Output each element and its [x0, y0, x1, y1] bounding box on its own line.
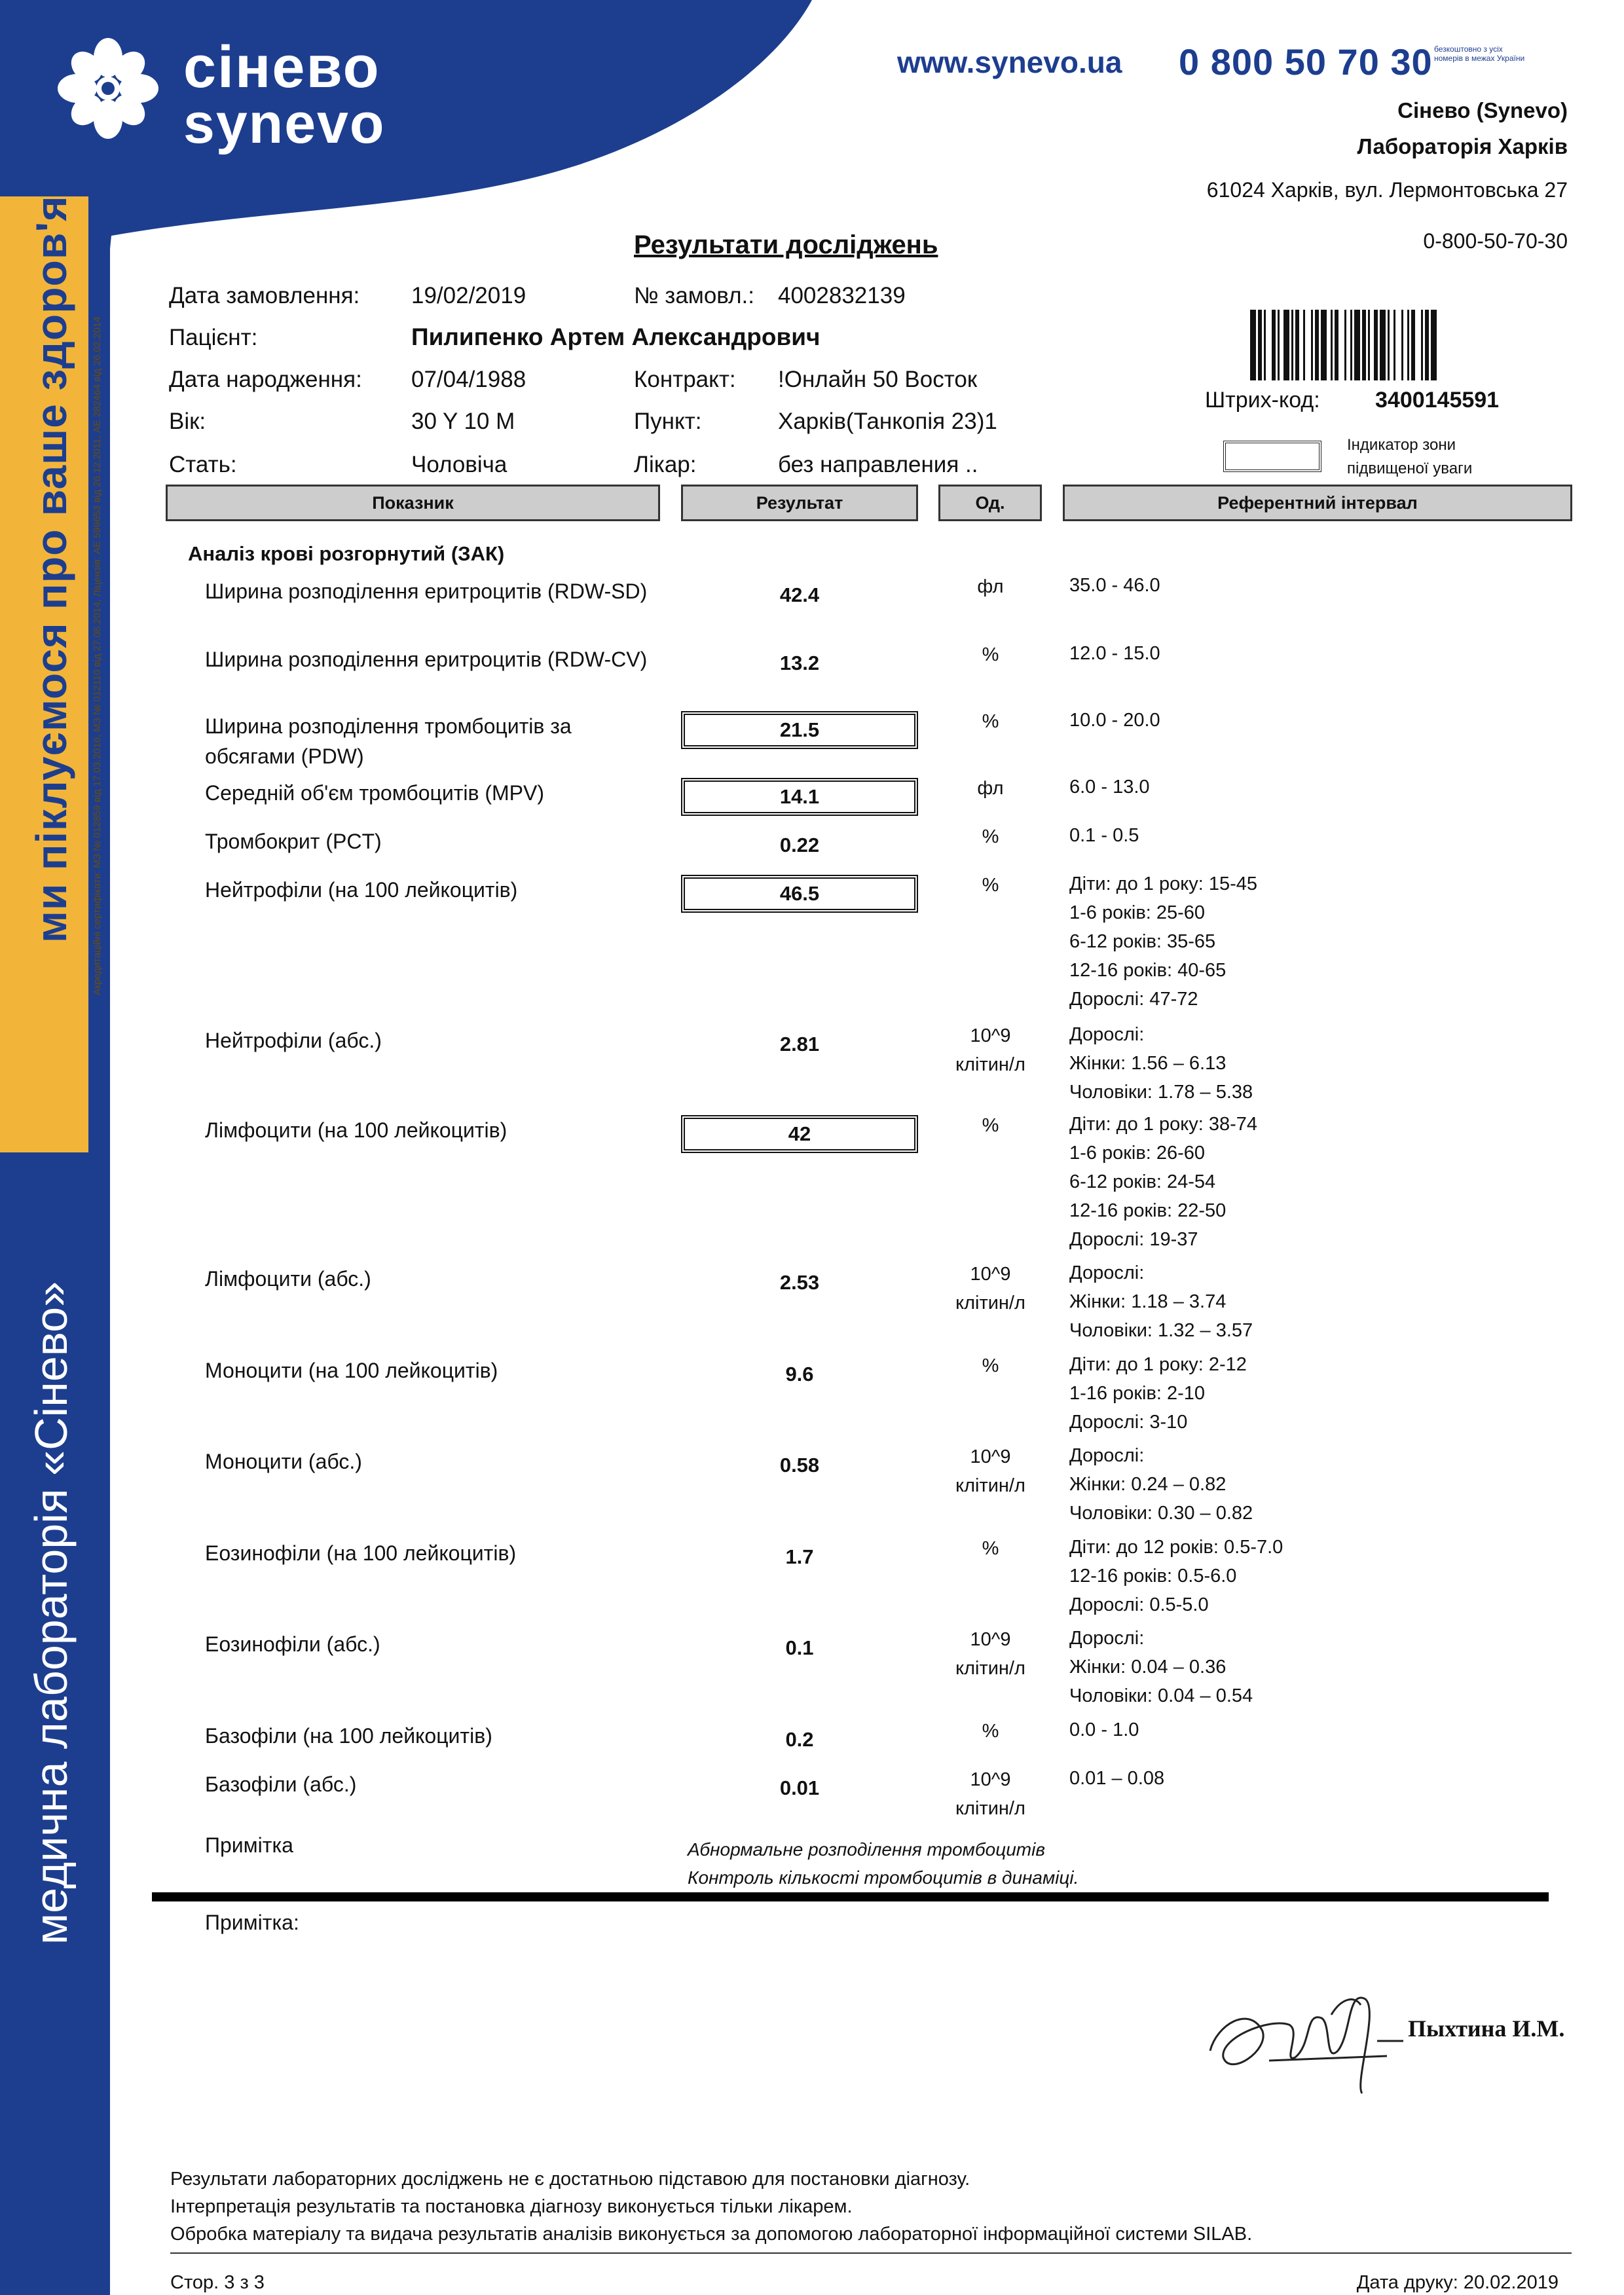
row-4-result: 0.22 [779, 834, 820, 856]
row-5-result: 46.5 [681, 875, 918, 913]
patient-name: Пилипенко Артем Александрович [411, 323, 821, 350]
lab-branch: Лабораторія Харків [1357, 134, 1568, 158]
row-2-unit: % [982, 711, 999, 732]
row-5-unit: % [982, 875, 999, 896]
order-number-label: № замовл.: [634, 283, 754, 308]
sex-label: Стать: [169, 452, 237, 477]
row-12-unit: 10^9 клітин/л [955, 1629, 1025, 1679]
row-4-name: Тромбокрит (PCT) [205, 830, 382, 853]
order-date-value: 19/02/2019 [411, 283, 526, 308]
slogan-text: ми піклуємося про ваше здоров'я [27, 195, 75, 943]
age-value: 30 Y 10 M [411, 409, 515, 434]
sex-value: Чоловіча [411, 452, 507, 477]
row-8-reference: Дорослі: Жінки: 1.18 – 3.74 Чоловіки: 1.32 – 3.57 [1069, 1262, 1253, 1341]
point-value: Харків(Танкопія 23)1 [778, 409, 997, 434]
row-0-unit: фл [977, 576, 1004, 597]
row-8-result: 2.53 [779, 1271, 820, 1294]
contract-value: !Онлайн 50 Восток [778, 367, 978, 392]
row-1-name: Ширина розподілення еритроцитів (RDW-CV) [205, 648, 648, 671]
row-10-name: Моноцити (абс.) [205, 1450, 362, 1473]
row-7-name: Лімфоцити (на 100 лейкоцитів) [205, 1118, 507, 1142]
document-title: Результати досліджень [634, 230, 938, 259]
row-9-unit: % [982, 1355, 999, 1376]
row-14-unit: 10^9 клітин/л [955, 1769, 1025, 1819]
row-6-name: Нейтрофіли (абс.) [205, 1029, 382, 1052]
disclaimer-line-1: Результати лабораторних досліджень не є достатньою підставою для постановки діагнозу. [170, 2169, 970, 2190]
row-10-reference: Дорослі: Жінки: 0.24 – 0.82 Чоловіки: 0.30 – 0.82 [1069, 1445, 1253, 1524]
row-3-result: 14.1 [681, 778, 918, 816]
row-9-reference: Діти: до 1 року: 2-12 1-16 років: 2-10 Дорослі: 3-10 [1069, 1354, 1247, 1433]
row-7-result: 42 [681, 1115, 918, 1153]
row-9-name: Моноцити (на 100 лейкоцитів) [205, 1359, 498, 1382]
row-8-name: Лімфоцити (абс.) [205, 1267, 371, 1291]
row-3-name: Середній об'єм тромбоцитів (MPV) [205, 781, 544, 805]
lab-tagline: медична лабораторія «Сінево» [26, 1281, 77, 1945]
age-label: Вік: [169, 409, 206, 434]
row-11-name: Еозинофіли (на 100 лейкоцитів) [205, 1541, 517, 1565]
row-12-result: 0.1 [785, 1636, 814, 1659]
row-11-result: 1.7 [785, 1545, 814, 1568]
lab-name: Сінево (Synevo) [1397, 98, 1568, 122]
column-header-result: Результат [681, 485, 918, 521]
contract-label: Контракт: [634, 367, 736, 392]
row-2-result: 21.5 [681, 711, 918, 749]
attention-indicator-box [1223, 441, 1321, 472]
row-0-reference: 35.0 - 46.0 [1069, 575, 1160, 596]
row-1-unit: % [982, 644, 999, 665]
row-10-result: 0.58 [779, 1454, 820, 1477]
column-header-reference: Референтний інтервал [1063, 485, 1572, 521]
row-2-name: Ширина розподілення тромбоцитів за обсягами (PDW) [205, 714, 572, 768]
note-line-1: Абнормальне розподілення тромбоцитів [688, 1839, 1045, 1860]
note-label: Примітка [205, 1833, 293, 1857]
row-14-result: 0.01 [779, 1776, 820, 1799]
print-date: Дата друку: 20.02.2019 [1356, 2272, 1559, 2293]
row-4-reference: 0.1 - 0.5 [1069, 825, 1139, 846]
row-9-result: 9.6 [785, 1363, 814, 1386]
row-2-reference: 10.0 - 20.0 [1069, 710, 1160, 731]
disclaimer-line-3: Обробка матеріалу та видача результатів аналізів виконується за допомогою лабораторної інформаційної системи SILAB. [170, 2224, 1253, 2245]
lab-address: 61024 Харків, вул. Лермонтовська 27 [1206, 178, 1568, 202]
row-7-unit: % [982, 1115, 999, 1136]
synevo-logo [52, 26, 445, 155]
row-8-unit: 10^9 клітин/л [955, 1264, 1025, 1313]
column-header-unit: Од. [938, 485, 1042, 521]
note-text [688, 1835, 1079, 1892]
row-13-name: Базофіли (на 100 лейкоцитів) [205, 1724, 492, 1748]
row-0-result: 42.4 [779, 583, 820, 606]
row-6-result: 2.81 [779, 1033, 820, 1056]
hotline-phone[interactable]: 0 800 50 70 30 [1179, 41, 1433, 83]
hotline-note: безкоштовно з усіх номерів в межах України [1434, 45, 1525, 63]
row-6-unit: 10^9 клітин/л [955, 1025, 1025, 1075]
flower-logo-icon [52, 33, 164, 144]
lab-phone: 0-800-50-70-30 [1423, 229, 1568, 253]
note-line-2: Контроль кількості тромбоцитів в динаміці. [688, 1867, 1079, 1888]
row-11-unit: % [982, 1538, 999, 1559]
logo-text-latin: synevo [183, 92, 386, 155]
order-number-value: 4002832139 [778, 283, 906, 308]
row-6-reference: Дорослі: Жінки: 1.56 – 6.13 Чоловіки: 1.78 – 5.38 [1069, 1024, 1253, 1103]
row-0-name: Ширина розподілення еритроцитів (RDW-SD) [205, 579, 648, 603]
website-link[interactable]: www.synevo.ua [897, 45, 1122, 79]
separator-line [152, 1892, 1549, 1901]
doctor-value: без направления .. [778, 452, 978, 477]
attention-indicator-label: Індикатор зони підвищеної уваги [1347, 436, 1473, 477]
row-1-reference: 12.0 - 15.0 [1069, 643, 1160, 664]
barcode-icon [1247, 310, 1483, 380]
patient-label: Пацієнт: [169, 325, 258, 350]
dob-value: 07/04/1988 [411, 367, 526, 392]
row-14-name: Базофіли (абс.) [205, 1772, 357, 1796]
row-11-reference: Діти: до 12 років: 0.5-7.0 12-16 років: 0.5-6.0 Дорослі: 0.5-5.0 [1069, 1537, 1283, 1615]
dob-label: Дата народження: [169, 367, 362, 392]
disclaimer-line-2: Інтерпретація результатів та постановка діагнозу виконується тільки лікарем. [170, 2196, 853, 2217]
row-10-unit: 10^9 клітин/л [955, 1446, 1025, 1496]
point-label: Пункт: [634, 409, 702, 434]
row-12-reference: Дорослі: Жінки: 0.04 – 0.36 Чоловіки: 0.04 – 0.54 [1069, 1628, 1253, 1706]
row-4-unit: % [982, 826, 999, 847]
footer-rule [170, 2252, 1572, 2254]
section-title: Аналіз крові розгорнутий (ЗАК) [188, 542, 505, 565]
order-date-label: Дата замовлення: [169, 283, 360, 308]
logo-text-cyrillic: сінево [183, 35, 380, 100]
row-5-reference: Діти: до 1 року: 15-45 1-6 років: 25-60 6-12 років: 35-65 12-16 років: 40-65 Дорослі: 47-72 [1069, 873, 1258, 1010]
row-13-result: 0.2 [785, 1728, 814, 1751]
row-3-unit: фл [977, 778, 1004, 799]
row-14-reference: 0.01 – 0.08 [1069, 1768, 1165, 1789]
barcode-label: Штрих-код: [1205, 388, 1320, 413]
row-12-name: Еозинофіли (абс.) [205, 1632, 380, 1656]
note2-label: Примітка: [205, 1911, 299, 1934]
row-13-reference: 0.0 - 1.0 [1069, 1719, 1139, 1740]
row-5-name: Нейтрофіли (на 100 лейкоцитів) [205, 878, 518, 902]
barcode-value: 3400145591 [1375, 388, 1500, 413]
signer-name: Пыхтина И.М. [1408, 2015, 1565, 2042]
row-7-reference: Діти: до 1 року: 38-74 1-6 років: 26-60 6-12 років: 24-54 12-16 років: 22-50 Дорослі: 19-37 [1069, 1114, 1258, 1250]
row-1-result: 13.2 [779, 652, 820, 674]
page-number: Стор. 3 з 3 [170, 2272, 265, 2293]
column-header-param: Показник [166, 485, 660, 521]
doctor-label: Лікар: [634, 452, 697, 477]
row-13-unit: % [982, 1721, 999, 1742]
row-3-reference: 6.0 - 13.0 [1069, 777, 1150, 798]
certificates-text: Акредитаційні сертифікати: МЗ № 012859 від 17.03.2016, МЗ № 012110 від 27.08.2014, Ліцензія: АЕ 599653 від 26.12.2011, АЕ 282464 від 26.02.2014 [92, 316, 103, 995]
